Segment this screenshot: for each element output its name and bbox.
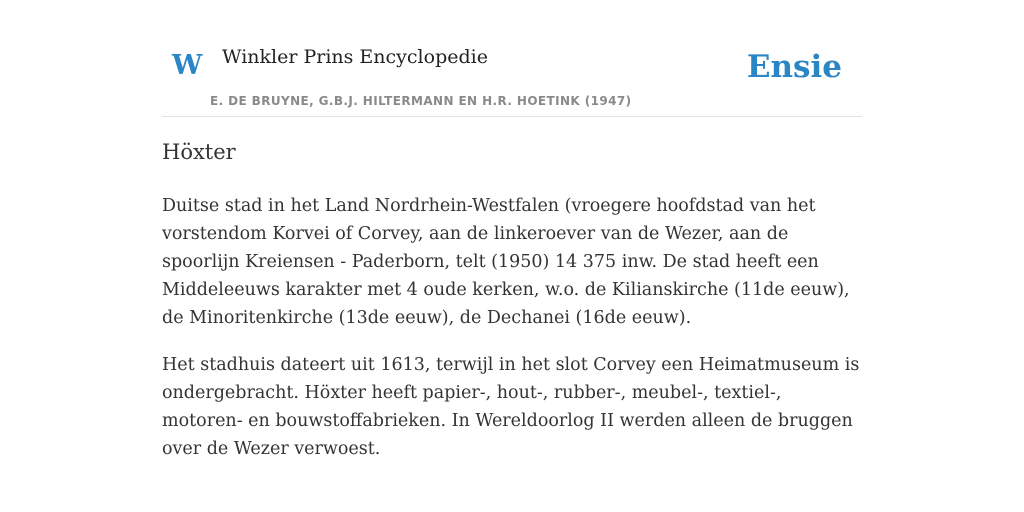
brand-logo-link[interactable]: Ensie (746, 49, 842, 85)
source-authors: E. DE BRUYNE, G.B.J. HILTERMANN EN H.R. HOETINK (1947) (210, 94, 632, 108)
source-title[interactable]: Winkler Prins Encyclopedie (222, 46, 488, 68)
encyclopedia-card (162, 0, 862, 512)
entry-body (162, 192, 862, 482)
entry-paragraph: Duitse stad in het Land Nordrhein-Westfalen (vroegere hoofdstad van het vorstendom Korvei of Corvey, aan de linkeroever van de Wezer, aan de spoorlijn Kreiensen - Paderborn, telt (1950) 14 375 inw. De stad heeft een Middeleeuws karakter met 4 oude kerken, w.o. de Kilianskirche (11de eeuw), de Minoritenkirche (13de eeuw), de Dechanei (16de eeuw). (162, 196, 850, 328)
source-logo: W (172, 50, 203, 81)
entry-title: Höxter (162, 140, 236, 164)
source-header (162, 0, 862, 117)
entry-paragraph: Het stadhuis dateert uit 1613, terwijl in het slot Corvey een Heimatmuseum is ondergebracht. Höxter heeft papier-, hout-, rubber-, meubel-, textiel-, motoren- en bouwstoffabrieken. In Wereldoorlog II werden alleen de bruggen over de Wezer verwoest. (162, 355, 860, 459)
